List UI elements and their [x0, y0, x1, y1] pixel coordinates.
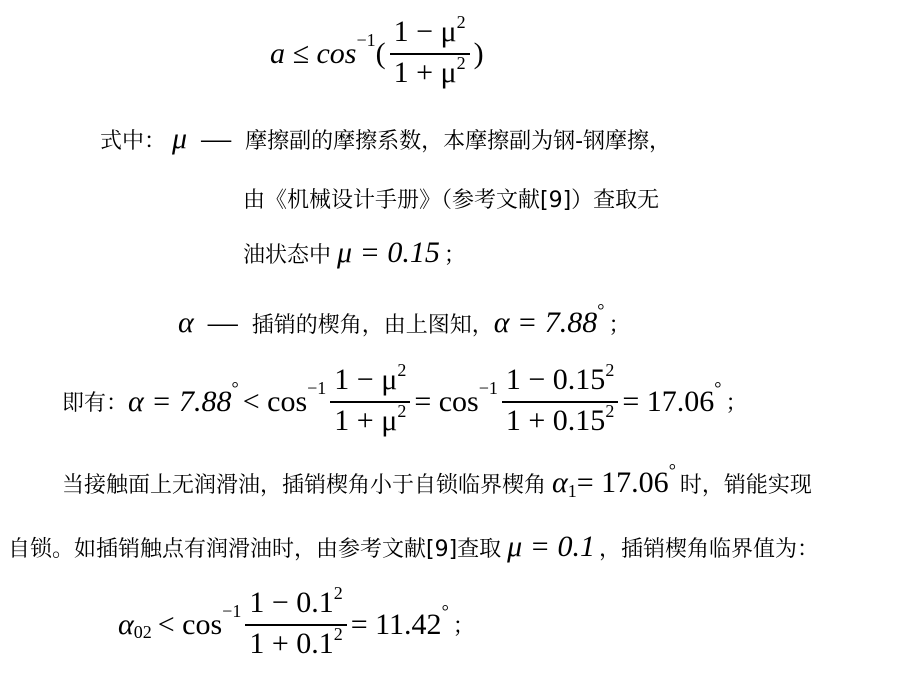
alpha-value: α = 7.88 [493, 306, 598, 339]
alpha-description: 插销的楔角，由上图知， [251, 312, 494, 338]
formula-wedge-condition [270, 14, 484, 94]
open-paren: ( [375, 36, 386, 70]
formula-lhs: a ≤ cos [270, 36, 357, 70]
alpha-symbol: α [178, 306, 194, 339]
close-paren: ) [473, 36, 484, 70]
semicolon: ； [452, 614, 475, 640]
degree: ° [668, 459, 676, 480]
result-rhs: = 11.42 [350, 607, 442, 641]
definition-prefix: 式中： [100, 128, 167, 154]
alpha-symbol: α [552, 466, 568, 499]
oil-state-line [243, 236, 466, 270]
less-than-cos: < cos [157, 607, 223, 641]
degree: ° [441, 601, 449, 622]
degree: ° [597, 299, 605, 320]
alpha-subscript: 1 [567, 480, 577, 501]
mu-description: 摩擦副的摩擦系数，本摩擦副为钢-钢摩擦， [245, 128, 672, 154]
oil-state-text: 油状态中 [243, 242, 332, 268]
result-prefix: 即有： [62, 391, 129, 417]
fraction-symbolic: $\frac{1 - \mu^2}{1 + \mu^2}$ [330, 362, 410, 442]
result-rhs: = 17.06 [622, 384, 715, 418]
alpha-subscript: 02 [133, 622, 152, 643]
inverse-exponent: −1 [478, 378, 498, 399]
paragraph-end: 时，销能实现 [679, 472, 812, 498]
paragraph-end: ，插销楔角临界值为： [598, 536, 819, 562]
semicolon: ； [608, 312, 631, 338]
mu-value: μ = 0.1 [507, 530, 595, 563]
mu-value: μ = 0.15 [337, 236, 440, 269]
semicolon: ； [725, 391, 748, 417]
equals-cos: = cos [414, 384, 479, 418]
formula-lubricated [118, 585, 475, 665]
semicolon: ； [443, 242, 466, 268]
reference-line [243, 183, 659, 214]
reference-text: 由《机械设计手册》（参考文献[9]）查取无 [243, 188, 660, 213]
result-formula [62, 362, 747, 442]
fraction-numeric: $\frac{1 - 0.15^2}{1 + 0.15^2}$ [502, 362, 618, 442]
less-than-cos: < cos [242, 384, 308, 418]
paragraph-text: 自锁。如插销触点有润滑油时，由参考文献[9]查取 [8, 536, 502, 562]
result-lhs: α = 7.88 [128, 384, 232, 418]
paragraph-line-1 [62, 459, 812, 501]
paragraph-line-2 [8, 530, 819, 564]
critical-angle: = 17.06 [576, 466, 669, 499]
definition-alpha [178, 299, 631, 340]
inverse-exponent: −1 [307, 378, 327, 399]
mu-symbol: μ [172, 122, 188, 155]
degree: ° [231, 378, 239, 399]
inverse-exponent: −1 [222, 601, 242, 622]
fraction-numeric: $\frac{1 - 0.1^2}{1 + 0.1^2}$ [245, 585, 346, 665]
degree: ° [714, 378, 722, 399]
paragraph-text: 当接触面上无润滑油，插销楔角小于自锁临界楔角 [62, 472, 547, 498]
inverse-exponent: −1 [356, 30, 376, 51]
dash: — [201, 122, 232, 155]
alpha-symbol: α [118, 607, 134, 641]
dash: — [207, 306, 238, 339]
fraction: $\frac{1 - \mu^2}{1 + \mu^2}$ [390, 14, 470, 94]
definition-mu [100, 122, 671, 156]
